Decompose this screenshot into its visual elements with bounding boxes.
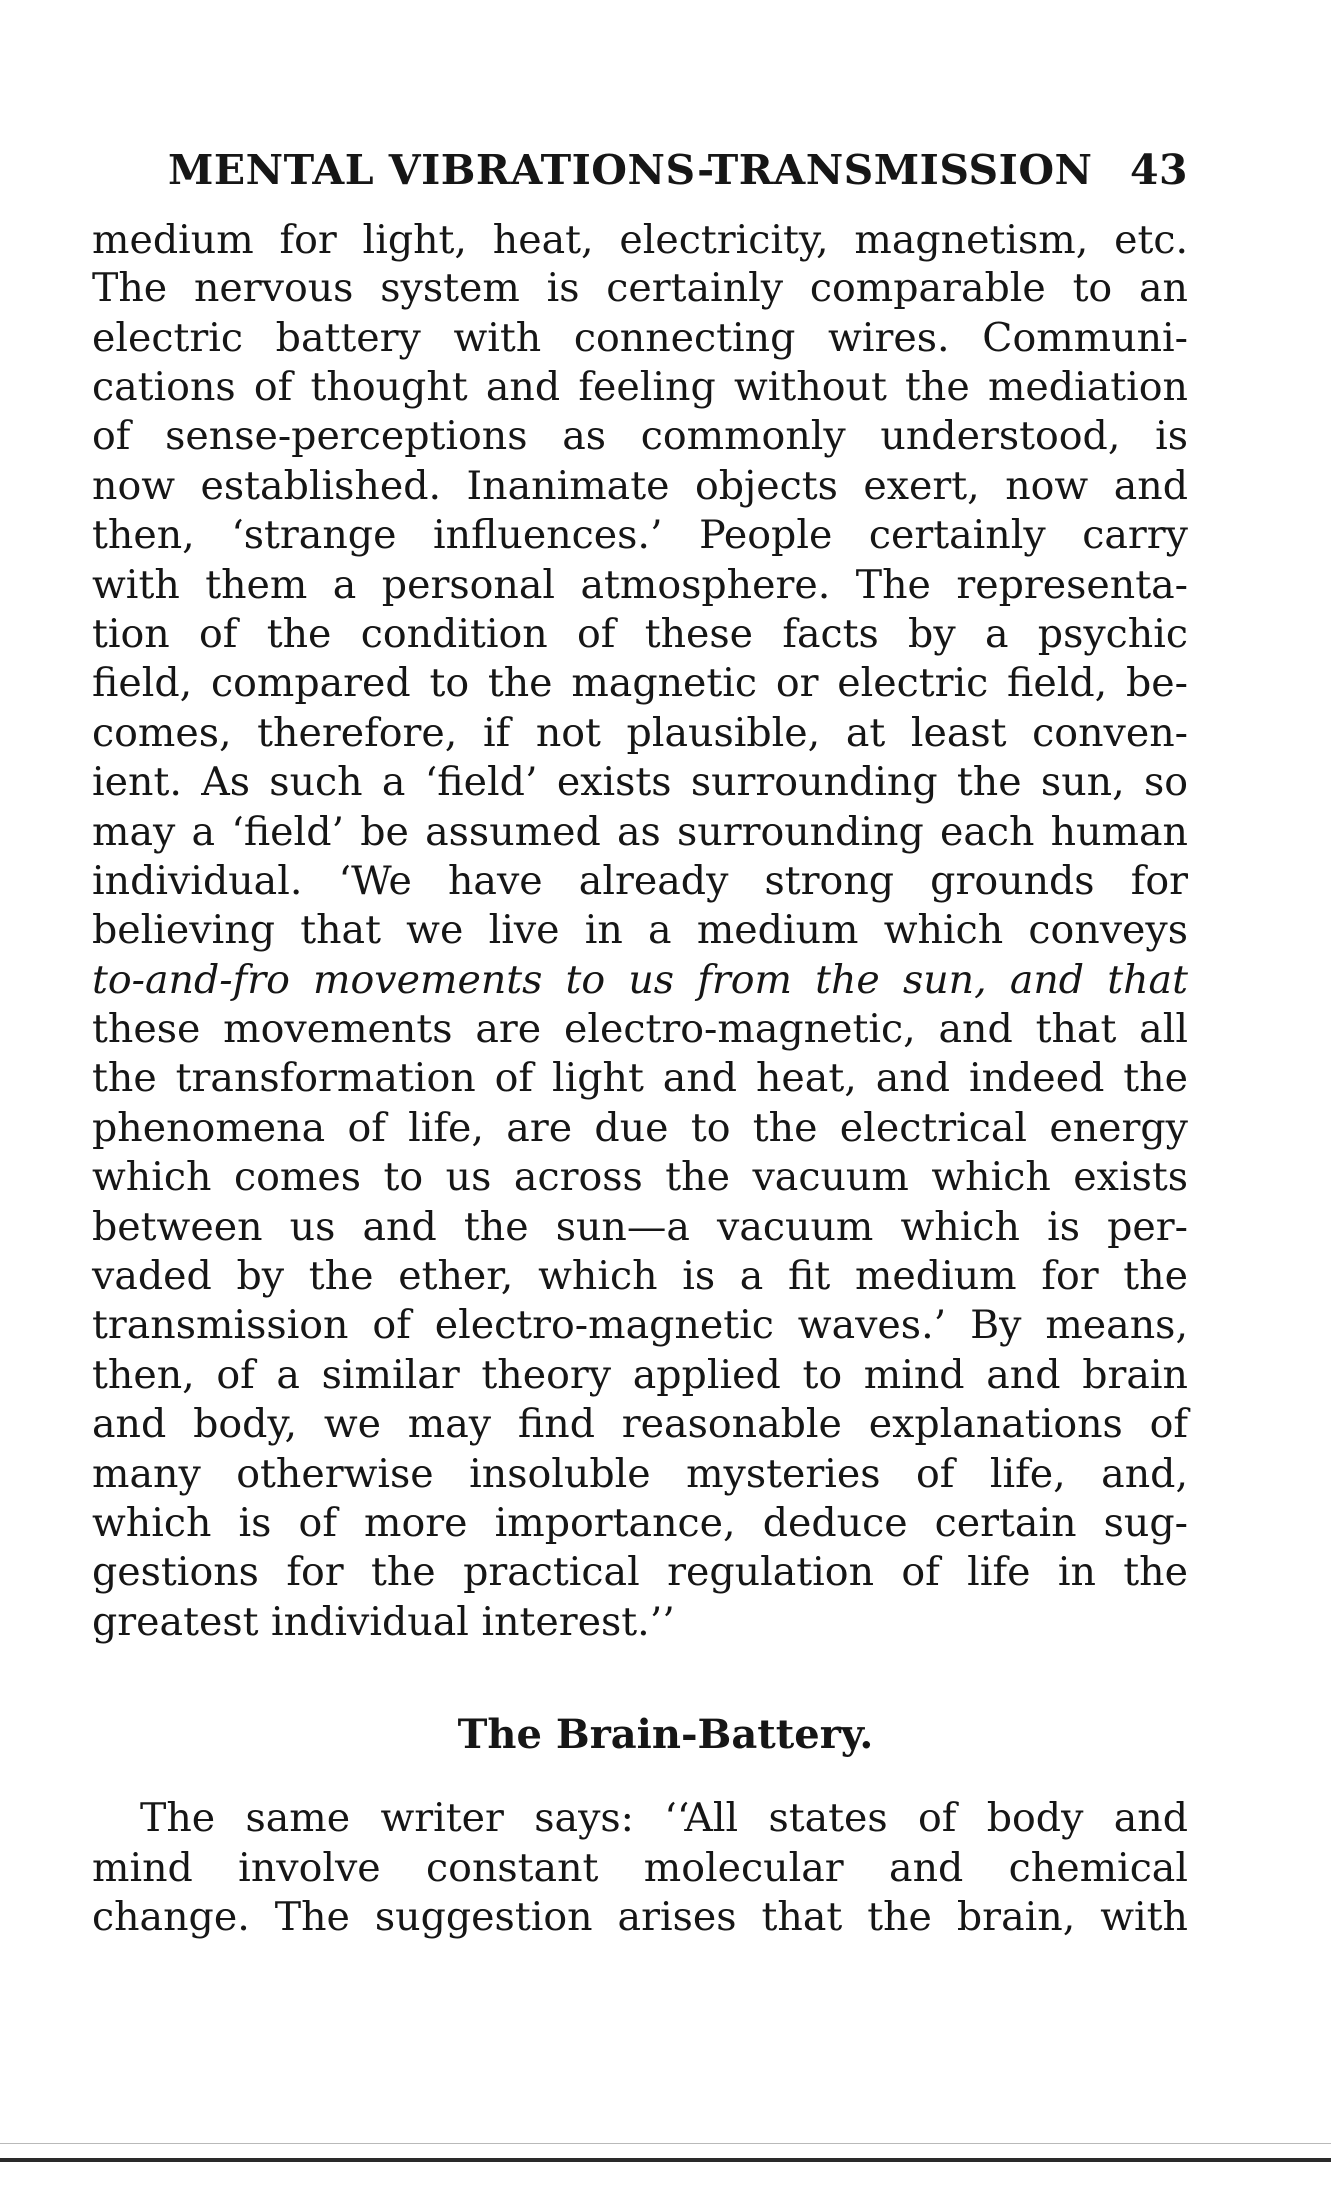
- text-line: transmission of electro-magnetic waves.’ By means,: [92, 1302, 1188, 1348]
- text-line: mind involve constant molecular and chemical: [92, 1845, 1188, 1891]
- section-heading: The Brain-Battery.: [457, 1711, 874, 1758]
- text-line: gestions for the practical regulation of life in the: [92, 1549, 1188, 1595]
- text-line: change. The suggestion arises that the brain, with: [92, 1894, 1188, 1940]
- bottom-rule: [0, 2158, 1331, 2162]
- text-line: comes, therefore, if not plausible, at least conven-: [92, 710, 1188, 756]
- text-line: field, compared to the magnetic or electric field, be-: [92, 660, 1188, 706]
- text-line: now established. Inanimate objects exert, now and: [92, 463, 1188, 509]
- text-line: and body, we may find reasonable explanations of: [92, 1401, 1188, 1447]
- text-line: individual. ‘We have already strong grounds for: [92, 858, 1188, 904]
- text-line: ient. As such a ‘field’ exists surrounding the sun, so: [92, 759, 1188, 805]
- scan-edge-line: [0, 2143, 1331, 2144]
- text-line: with them a personal atmosphere. The representa-: [92, 562, 1188, 608]
- page-number: 43: [1129, 146, 1188, 194]
- text-line: may a ‘field’ be assumed as surrounding each human: [92, 809, 1188, 855]
- text-line: phenomena of life, are due to the electrical energy: [92, 1105, 1188, 1151]
- text-line: to-and-fro movements to us from the sun, and that: [92, 957, 1188, 1003]
- text-line: the transformation of light and heat, and indeed the: [92, 1055, 1188, 1101]
- text-line: vaded by the ether, which is a fit medium for the: [92, 1253, 1188, 1299]
- text-line: tion of the condition of these facts by a psychic: [92, 611, 1188, 657]
- text-line: believing that we live in a medium which conveys: [92, 907, 1188, 953]
- running-head: [168, 140, 1188, 200]
- text-line: of sense-perceptions as commonly understood, is: [92, 413, 1188, 459]
- text-line: medium for light, heat, electricity, magnetism, etc.: [92, 217, 1188, 263]
- text-line: The same writer says: ‘‘All states of body and: [140, 1795, 1188, 1841]
- text-line: The nervous system is certainly comparable to an: [92, 265, 1188, 311]
- text-line: which comes to us across the vacuum which exists: [92, 1154, 1188, 1200]
- text-line: many otherwise insoluble mysteries of life, and,: [92, 1451, 1188, 1497]
- text-line: between us and the sun—a vacuum which is per-: [92, 1204, 1188, 1250]
- text-line: electric battery with connecting wires. Communi-: [92, 315, 1188, 361]
- text-line: cations of thought and feeling without the mediation: [92, 364, 1188, 410]
- text-line: greatest individual interest.’’: [92, 1599, 675, 1645]
- text-line: which is of more importance, deduce certain sug-: [92, 1500, 1188, 1546]
- text-line: then, of a similar theory applied to mind and brain: [92, 1352, 1188, 1398]
- running-title: MENTAL VIBRATIONS-TRANSMISSION: [168, 146, 1093, 194]
- text-line: these movements are electro-magnetic, and that all: [92, 1006, 1188, 1052]
- text-line: then, ‘strange influences.’ People certainly carry: [92, 512, 1188, 558]
